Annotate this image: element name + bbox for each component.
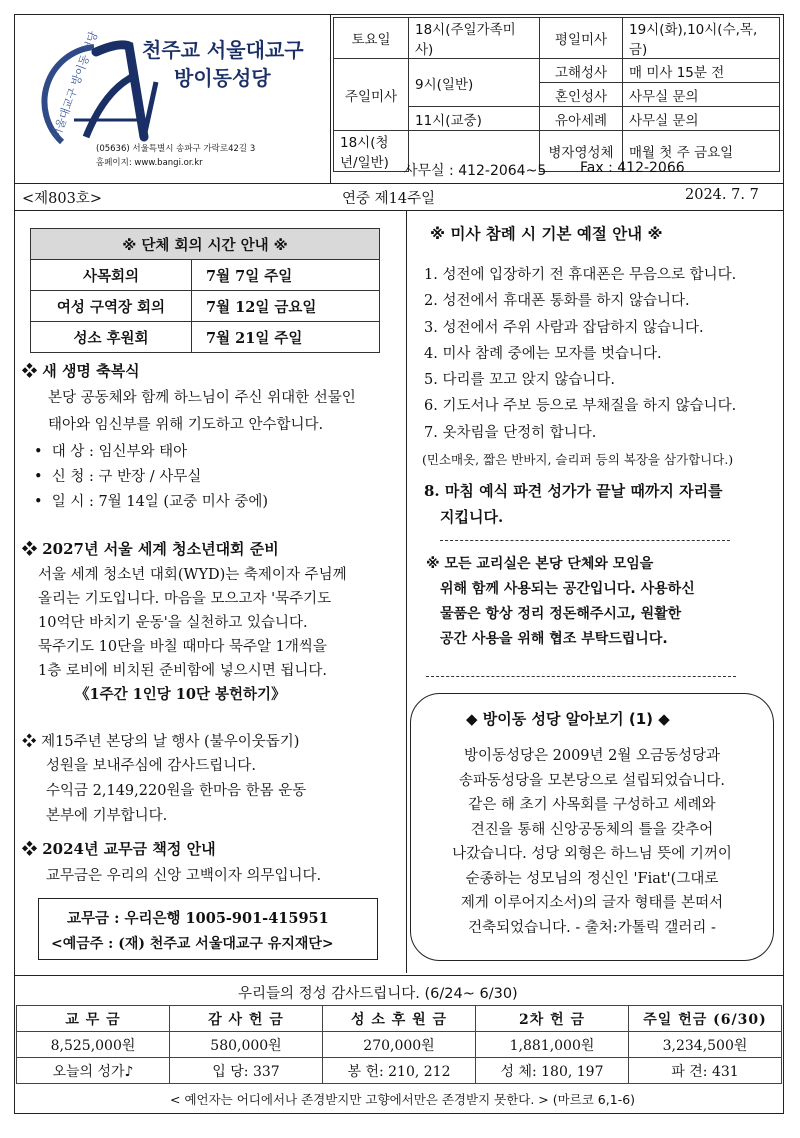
blessing-heading: 새 생명 축복식: [42, 362, 140, 380]
bullet-icon: •: [34, 469, 52, 485]
wyd-line: 10억단 바치기 운동'을 실천하고 있습니다.: [38, 615, 308, 631]
sat-label: 토요일: [334, 18, 409, 59]
wyd-line: 1층 로비에 비치된 준비함에 넣으시면 됩니다.: [38, 663, 328, 679]
schedule-value: 19시(화),10시(수,목,금): [623, 18, 780, 59]
dashed-divider: [440, 540, 730, 541]
list-item: • 대 상 : 임신부와 태아: [34, 444, 188, 460]
blessing-line: 본당 공동체와 함께 하느님이 주신 위대한 선물인: [48, 390, 356, 406]
tithe-section: [22, 838, 216, 859]
list-item: 4. 미사 참례 중에는 모자를 벗습니다.: [424, 345, 662, 362]
liturgical-week: 연중 제14주일: [342, 191, 436, 207]
table-header: 교 무 금: [17, 1006, 170, 1032]
table-cell: 파 견: 431: [629, 1058, 782, 1084]
table-header: 감 사 헌 금: [170, 1006, 323, 1032]
offerings-divider: [15, 975, 783, 976]
tithe-account: 교무금 : 우리은행 1005-901-415951: [67, 910, 329, 927]
bullet-icon: •: [34, 494, 52, 510]
sun-time: 9시(일반): [409, 59, 540, 107]
blessing-bullets: [34, 440, 268, 514]
meeting-date: 7월 12일 금요일: [192, 291, 380, 322]
bullet-icon: •: [34, 444, 52, 460]
history-line: 제게 이루어지소서)의 글자 형태를 본떠서: [460, 895, 724, 911]
wyd-body: [38, 563, 347, 683]
logo-title: 천주교 서울대교구: [142, 38, 304, 62]
tithe-account-box: [38, 898, 378, 960]
diamond-icon: ❖: [22, 840, 43, 858]
etiquette-note: (민소매옷, 짧은 반바지, 슬리퍼 등의 복장을 삼가합니다.): [422, 452, 734, 467]
issue-date: 2024. 7. 7: [685, 187, 759, 203]
tithe-heading: 2024년 교무금 책정 안내: [42, 840, 216, 858]
notice-line: ※ 모든 교리실은 본당 단체와 모임을: [426, 556, 654, 572]
tithe-holder: <예금주 : (재) 천주교 서울대교구 유지재단>: [51, 936, 334, 952]
blessing-line: 태아와 임신부를 위해 기도하고 안수합니다.: [48, 417, 324, 433]
table-cell: 580,000원: [170, 1032, 323, 1058]
diamond-icon: ❖: [22, 734, 42, 750]
dashed-divider: [426, 676, 736, 677]
issue-number: <제803호>: [22, 191, 102, 207]
history-line: 견진을 통해 신앙공동체의 틀을 갖추어: [470, 821, 714, 838]
etiquette-item-8: [424, 478, 723, 530]
wyd-line: 올리는 기도입니다. 마음을 모으고자 '묵주기도: [38, 591, 332, 607]
meeting-name: 사목회의: [31, 260, 192, 291]
table-cell: 봉 헌: 210, 212: [323, 1058, 476, 1084]
schedule-label: 고해성사: [540, 59, 623, 83]
schedule-label: 유아세례: [540, 107, 623, 131]
office-phone: 사무실 : 412-2064~5: [404, 163, 547, 179]
sat-time: 18시(주일가족미사): [409, 18, 540, 59]
gospel-quote: < 예언자는 어디에서나 존경받지만 고향에서만은 존경받지 못한다. > (마르코 6,1-6): [170, 1092, 636, 1107]
list-item: 1. 성전에 입장하기 전 휴대폰은 무음으로 합니다.: [424, 267, 737, 283]
offerings-title: 우리들의 정성 감사드립니다. (6/24~ 6/30): [238, 986, 518, 1002]
diamond-icon: ❖: [22, 362, 43, 380]
meeting-date: 7월 21일 주일: [192, 322, 380, 353]
mass-schedule-table: [333, 17, 780, 172]
table-header: 주일 헌금 (6/30): [629, 1006, 782, 1032]
tithe-line: 교무금은 우리의 신앙 고백이자 의무입니다.: [46, 868, 322, 884]
table-header: 성 소 후 원 금: [323, 1006, 476, 1032]
anniversary-heading: 제15주년 본당의 날 행사 (불우이웃돕기): [41, 734, 300, 750]
classroom-notice: [426, 552, 695, 652]
table-cell: 3,234,500원: [629, 1032, 782, 1058]
notice-line: 공간 사용을 위해 협조 부탁드립니다.: [440, 631, 668, 647]
list-item: • 신 청 : 구 반장 / 사무실: [34, 469, 202, 485]
notice-line: 물품은 항상 정리 정돈해주시고, 원활한: [440, 606, 682, 622]
history-line: 순종하는 성모님의 정신인 'Fiat'(그대로: [465, 870, 719, 887]
table-cell: 오늘의 성가♪: [17, 1058, 170, 1084]
schedule-value: 사무실 문의: [623, 83, 780, 107]
logo-subtitle: 방이동성당: [174, 66, 271, 90]
table-cell: 성 체: 180, 197: [476, 1058, 629, 1084]
schedule-label: 병자영성체: [540, 131, 623, 172]
meeting-date: 7월 7일 주일: [192, 260, 380, 291]
wyd-line: 묵주기도 10단을 바칠 때마다 묵주알 1개씩을: [38, 639, 327, 655]
schedule-label: 평일미사: [540, 18, 623, 59]
list-item: 2. 성전에서 휴대폰 통화를 하지 않습니다.: [424, 293, 690, 310]
parish-address: (05636) 서울특별시 송파구 가락로42길 3: [96, 144, 256, 154]
history-line: 송파동성당을 모본당으로 설립되었습니다.: [459, 772, 725, 789]
history-line: 같은 해 초기 사목회를 구성하고 세례와: [468, 797, 716, 813]
column-divider: [406, 211, 407, 973]
schedule-label: 혼인성사: [540, 83, 623, 107]
list-item: 6. 기도서나 주보 등으로 부채질을 하지 않습니다.: [424, 398, 737, 415]
table-cell: 8,525,000원: [17, 1032, 170, 1058]
meeting-table-title: ※ 단체 회의 시간 안내 ※: [31, 229, 380, 260]
meeting-name: 성소 후원회: [31, 322, 192, 353]
list-item: • 일 시 : 7월 14일 (교중 미사 중에): [34, 494, 268, 510]
fax-number: Fax : 412-2066: [580, 160, 685, 176]
parish-homepage: 홈페이지: www.bangi.or.kr: [96, 158, 203, 168]
history-line: 건축되었습니다. - 출처:가톨릭 갤러리 -: [468, 919, 716, 936]
etiquette-title: ※ 미사 참례 시 기본 예절 안내 ※: [430, 225, 663, 243]
meeting-name: 여성 구역장 회의: [31, 291, 192, 322]
header-divider: [330, 15, 331, 183]
sun-label: 주일미사: [334, 59, 409, 131]
notice-line: 위해 함께 사용되는 공간입니다. 사용하신: [440, 581, 695, 597]
table-header: 2차 헌 금: [476, 1006, 629, 1032]
parish-logo: [24, 22, 324, 167]
history-line: 나갔습니다. 성당 외형은 하느님 뜻에 기꺼이: [452, 846, 732, 862]
wyd-slogan: 《1주간 1인당 10단 봉헌하기》: [75, 686, 286, 703]
wyd-line: 서울 세계 청소년 대회(WYD)는 축제이자 주님께: [38, 567, 347, 583]
list-item: 5. 다리를 꼬고 앉지 않습니다.: [424, 372, 615, 389]
schedule-value: 사무실 문의: [623, 107, 780, 131]
blessing-section: [22, 360, 140, 381]
schedule-value: 매 미사 15분 전: [623, 59, 780, 83]
list-item: 지킵니다.: [440, 508, 504, 526]
anniversary-line: 성원을 보내주심에 감사드립니다.: [46, 758, 256, 774]
meeting-schedule-table: [30, 228, 380, 353]
anniversary-line: 본부에 기부합니다.: [46, 808, 168, 824]
schedule-value: 매월 첫 주 금요일: [623, 131, 780, 172]
etiquette-list: [424, 262, 736, 446]
anniversary-section: [22, 730, 299, 754]
diamond-icon: ❖: [22, 540, 43, 558]
list-item: 3. 성전에서 주위 사람과 잡담하지 않습니다.: [424, 319, 704, 336]
wyd-heading: 2027년 서울 세계 청소년대회 준비: [42, 540, 279, 558]
anniversary-line: 수익금 2,149,220원을 한마음 한몸 운동: [46, 783, 307, 799]
offerings-table: [16, 1005, 782, 1084]
list-item: 8. 마침 예식 파견 성가가 끝날 때까지 자리를: [424, 482, 723, 500]
sun-time: 18시(청년/일반): [334, 131, 409, 172]
table-cell: 1,881,000원: [476, 1032, 629, 1058]
wyd-section: [22, 538, 279, 559]
history-body: [416, 744, 768, 940]
list-item: 7. 옷차림을 단정히 합니다.: [424, 424, 597, 441]
table-cell: 270,000원: [323, 1032, 476, 1058]
anniversary-body: [46, 754, 306, 829]
table-cell: 입 당: 337: [170, 1058, 323, 1084]
logo-ring-text: 서울대교구 방이동 성당: [49, 29, 101, 141]
history-title: ◆ 방이동 성당 알아보기 (1) ◆: [466, 710, 670, 728]
blessing-body: [48, 386, 356, 437]
sun-time: 11시(교중): [409, 107, 540, 131]
history-line: 방이동성당은 2009년 2월 오금동성당과: [463, 748, 721, 764]
